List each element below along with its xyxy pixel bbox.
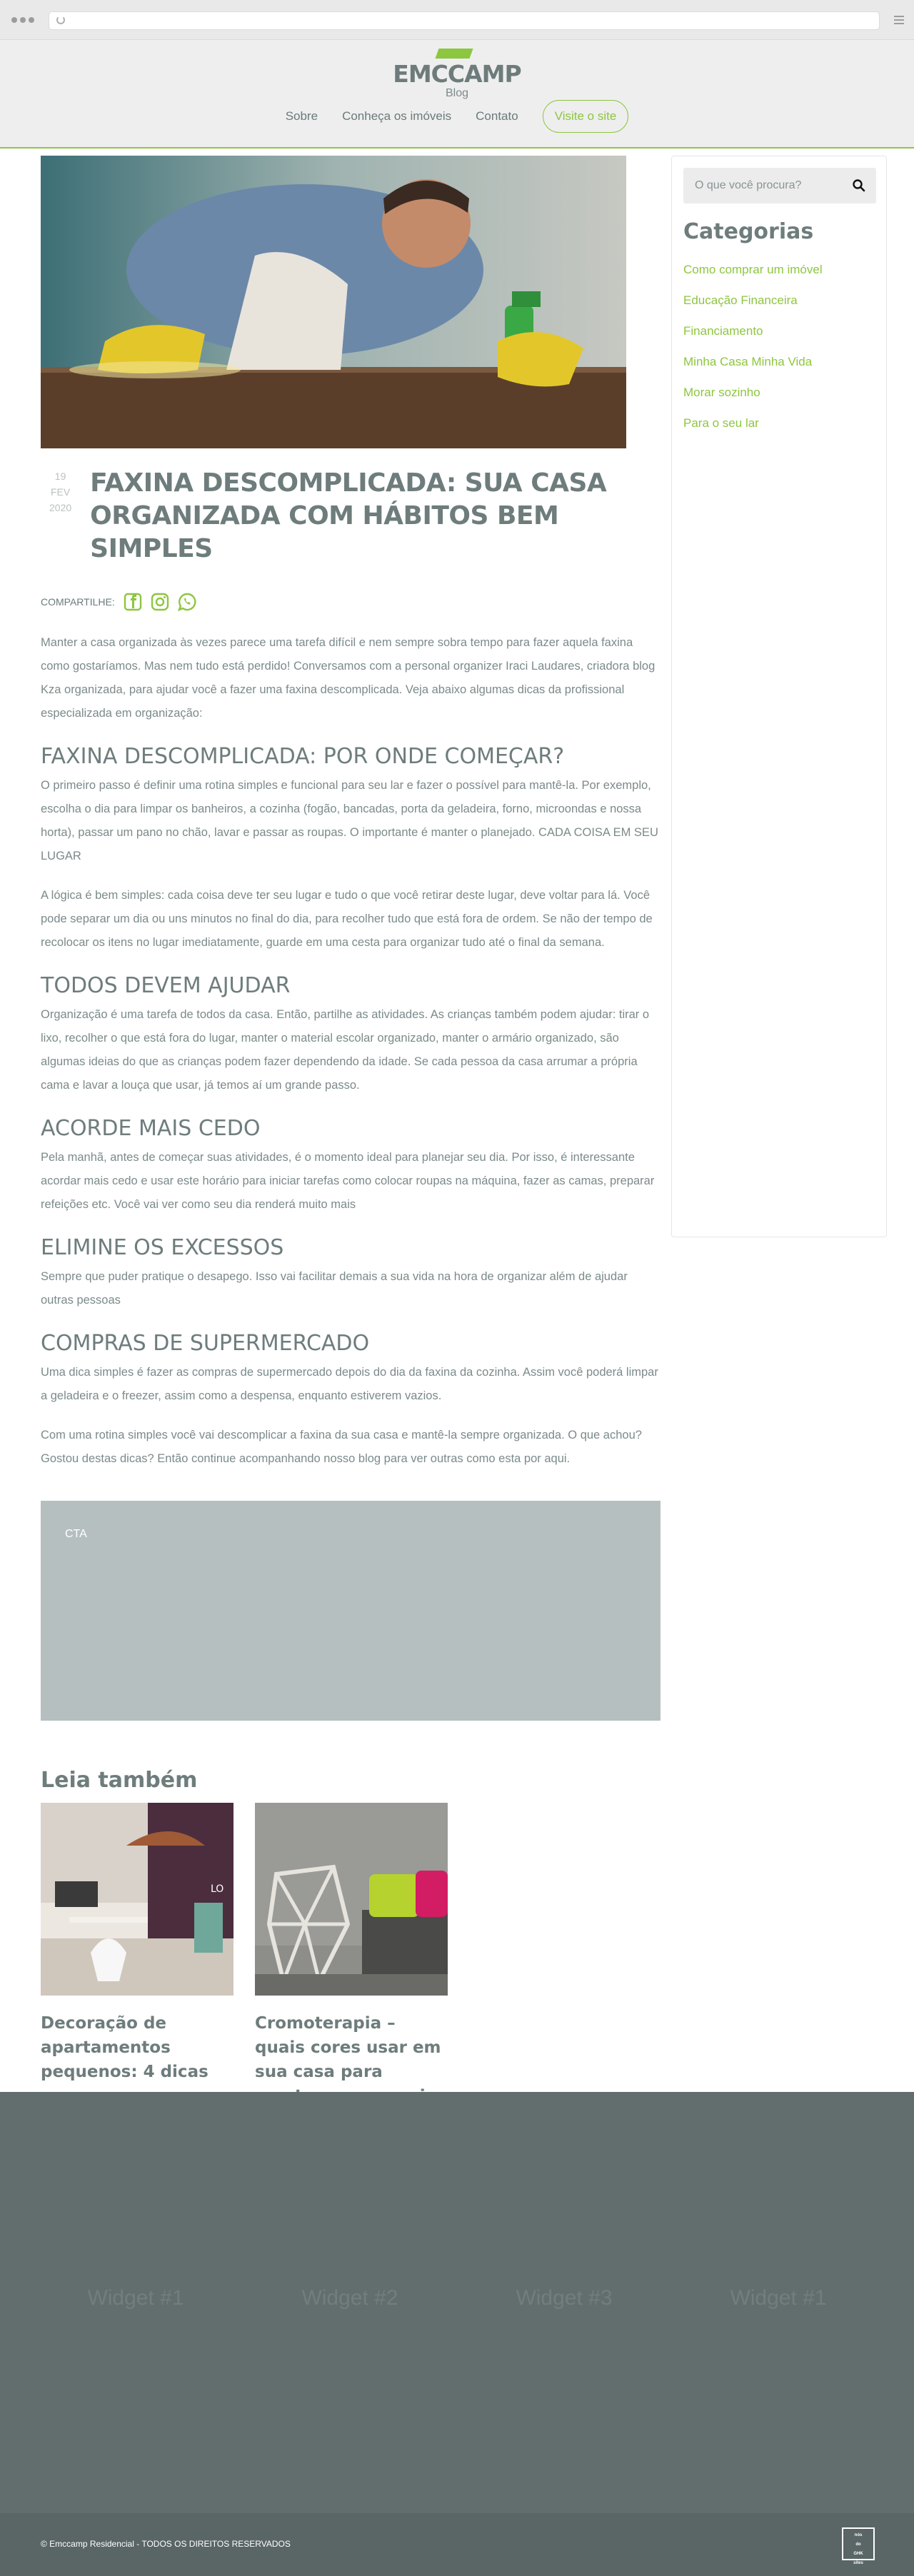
- site-logo[interactable]: [393, 49, 521, 100]
- post-date-month: FEV: [50, 486, 71, 498]
- page-body: [0, 149, 914, 2092]
- search-icon: [852, 178, 866, 193]
- page-title: FAXINA DESCOMPLICADA: SUA CASA ORGANIZADA COM HÁBITOS BEM SIMPLES: [90, 468, 607, 563]
- section-paragraph: Com uma rotina simples você vai descomplicar a faxina da sua casa e mantê-la sempre organizada. O que achou? Gostou destas dicas? Então continue acompanhando nosso blog para ver outras como esta por aqui.: [41, 1429, 642, 1465]
- category-link[interactable]: Para o seu lar: [683, 416, 759, 430]
- section-paragraph: O primeiro passo é definir uma rotina simples e funcional para seu lar e fazer o possível para mantê-la. Por exemplo, escolha o dia para limpar os banheiros, a cozinha (fogão, bancadas, porta da geladeira, forno, microondas e nossa horta), passar um pano no chão, lavar e passar as roupas. O importante é manter o planejado. CADA COISA EM SEU LUGAR: [41, 779, 658, 862]
- window-dot[interactable]: [20, 17, 26, 23]
- nav-link-contato[interactable]: Contato: [476, 109, 518, 123]
- nav-link-imoveis[interactable]: Conheça os imóveis: [342, 109, 452, 123]
- share-bar: [41, 593, 661, 611]
- cta-label: CTA: [65, 1528, 87, 1540]
- footer-widget: Widget #1: [87, 2286, 184, 2310]
- category-item: [683, 408, 875, 438]
- section-paragraph: Pela manhã, antes de começar suas atividades, é o momento ideal para planejar seu dia. Por isso, é interessante acordar mais cedo e usar este horário para iniciar tarefas como colocar roupas na máquina, fazer as camas, preparar refeições etc. Você vai ver como seu dia renderá muito mais: [41, 1151, 655, 1211]
- site-footer: [0, 2092, 914, 2513]
- hero-illustration: [41, 156, 626, 448]
- post-date-day: 19: [54, 471, 66, 482]
- category-item: [683, 346, 875, 377]
- section-paragraph: Sempre que puder pratique o desapego. Isso vai facilitar demais a sua vida na hora de organizar além de ajudar outras pessoas: [41, 1270, 628, 1307]
- post-date: [49, 467, 71, 515]
- developer-badge[interactable]: [842, 2527, 875, 2565]
- address-bar[interactable]: [49, 11, 880, 30]
- site-header: [0, 40, 914, 149]
- facebook-icon[interactable]: [124, 593, 142, 611]
- whatsapp-icon[interactable]: [178, 593, 196, 611]
- main-nav: [0, 100, 914, 133]
- window-dot[interactable]: [11, 17, 17, 23]
- sidebar: [671, 156, 887, 1237]
- category-item: [683, 377, 875, 408]
- category-item: [683, 254, 875, 285]
- section-paragraph: Organização é uma tarefa de todos da casa. Então, partilhe as atividades. As crianças também podem ajudar: tirar o lixo, recolher o que está fora do lugar, manter o material escolar organizado, manter o armário organizado, são algumas ideias do que as crianças podem fazer dependendo da idade. Se cada pessoa da casa arrumar a própria cama e lavar a louça que usar, já temos aí um grande passo.: [41, 1008, 650, 1092]
- section-heading: FAXINA DESCOMPLICADA: POR ONDE COMEÇAR?: [41, 744, 565, 769]
- footer-widget: Widget #2: [301, 2286, 398, 2310]
- badge-line: sites: [853, 2561, 863, 2565]
- related-card-image[interactable]: [255, 1803, 448, 1996]
- search-input[interactable]: [683, 168, 848, 203]
- logo-stripe-icon: [435, 49, 473, 59]
- browser-toolbar: [0, 0, 914, 40]
- footer-widget: Widget #1: [730, 2286, 827, 2310]
- related-card-title[interactable]: Decoração de apartamentos pequenos: 4 dicas: [41, 2014, 209, 2081]
- related-posts: [41, 1803, 661, 2133]
- footer-widget: Widget #3: [516, 2286, 613, 2310]
- copyright-bar: [0, 2513, 914, 2576]
- badge-line: nós: [854, 2533, 863, 2537]
- post-date-year: 2020: [49, 502, 72, 513]
- category-link[interactable]: Financiamento: [683, 324, 763, 338]
- related-card-image[interactable]: [41, 1803, 233, 1996]
- related-card-title[interactable]: Cromoterapia – quais cores usar em sua casa para: [255, 2014, 441, 2081]
- category-link[interactable]: Educação Financeira: [683, 293, 798, 307]
- window-controls[interactable]: [11, 17, 34, 23]
- section-paragraph: Uma dica simples é fazer as compras de supermercado depois do dia da faxina da cozinha. Assim você poderá limpar a geladeira e o freezer, assim como a despensa, enquanto estiverem vazios.: [41, 1366, 658, 1402]
- instagram-icon[interactable]: [151, 593, 169, 611]
- category-link[interactable]: Como comprar um imóvel: [683, 263, 823, 276]
- living-room-image: [41, 1803, 233, 1996]
- categories-list: [683, 254, 875, 438]
- article-body: [41, 631, 661, 1471]
- category-link[interactable]: Minha Casa Minha Vida: [683, 355, 813, 368]
- nav-link-sobre[interactable]: Sobre: [285, 109, 318, 123]
- main-content: [41, 156, 661, 2133]
- share-label: COMPARTILHE:: [41, 596, 115, 608]
- categories-title: Categorias: [683, 219, 814, 244]
- reload-icon[interactable]: [56, 16, 65, 24]
- badge-line: do: [855, 2542, 861, 2547]
- section-heading: COMPRAS DE SUPERMERCADO: [41, 1331, 370, 1356]
- svg-text:LO: LO: [211, 1883, 224, 1895]
- search-box: [683, 168, 876, 203]
- copyright-text: © Emccamp Residencial - TODOS OS DIREITOS RESERVADOS: [41, 2539, 291, 2549]
- category-item: [683, 316, 875, 346]
- related-card[interactable]: [255, 1803, 448, 2133]
- category-item: [683, 285, 875, 316]
- cta-banner[interactable]: [41, 1501, 661, 1721]
- visit-site-button[interactable]: Visite o site: [543, 100, 629, 133]
- hero-image: [41, 156, 626, 448]
- logo-text: EMCCAMP: [393, 60, 521, 88]
- related-title: Leia também: [41, 1768, 198, 1793]
- chair-image: [255, 1803, 448, 1996]
- section-heading: ACORDE MAIS CEDO: [41, 1116, 261, 1141]
- section-paragraph: A lógica é bem simples: cada coisa deve ter seu lugar e tudo o que você retirar deste lugar, deve voltar para lá. Você pode separar um dia ou uns minutos no final do dia, para recolher tudo que está fora de ordem. Se não der tempo de recolocar os itens no lugar imediatamente, guarde em uma cesta para organizar tudo até o final da semana.: [41, 889, 653, 949]
- logo-subtitle: Blog: [445, 87, 469, 99]
- intro-paragraph: Manter a casa organizada às vezes parece uma tarefa difícil e nem sempre sobra tempo para fazer aquela faxina como gostaríamos. Mas nem tudo está perdido! Conversamos com a personal organizer Iraci Laudares, criadora blog Kza organizada, para ajudar você a fazer uma faxina descomplicada. Veja abaixo algumas dicas da profissional especializada em organização:: [41, 636, 656, 720]
- related-card[interactable]: [41, 1803, 233, 2133]
- category-link[interactable]: Morar sozinho: [683, 386, 760, 399]
- window-dot[interactable]: [29, 17, 34, 23]
- menu-icon[interactable]: [894, 16, 904, 26]
- post-header: [41, 467, 661, 565]
- search-button[interactable]: [852, 178, 866, 193]
- section-heading: ELIMINE OS EXCESSOS: [41, 1235, 284, 1260]
- section-heading: TODOS DEVEM AJUDAR: [41, 973, 291, 998]
- badge-line: GHK: [853, 2552, 863, 2556]
